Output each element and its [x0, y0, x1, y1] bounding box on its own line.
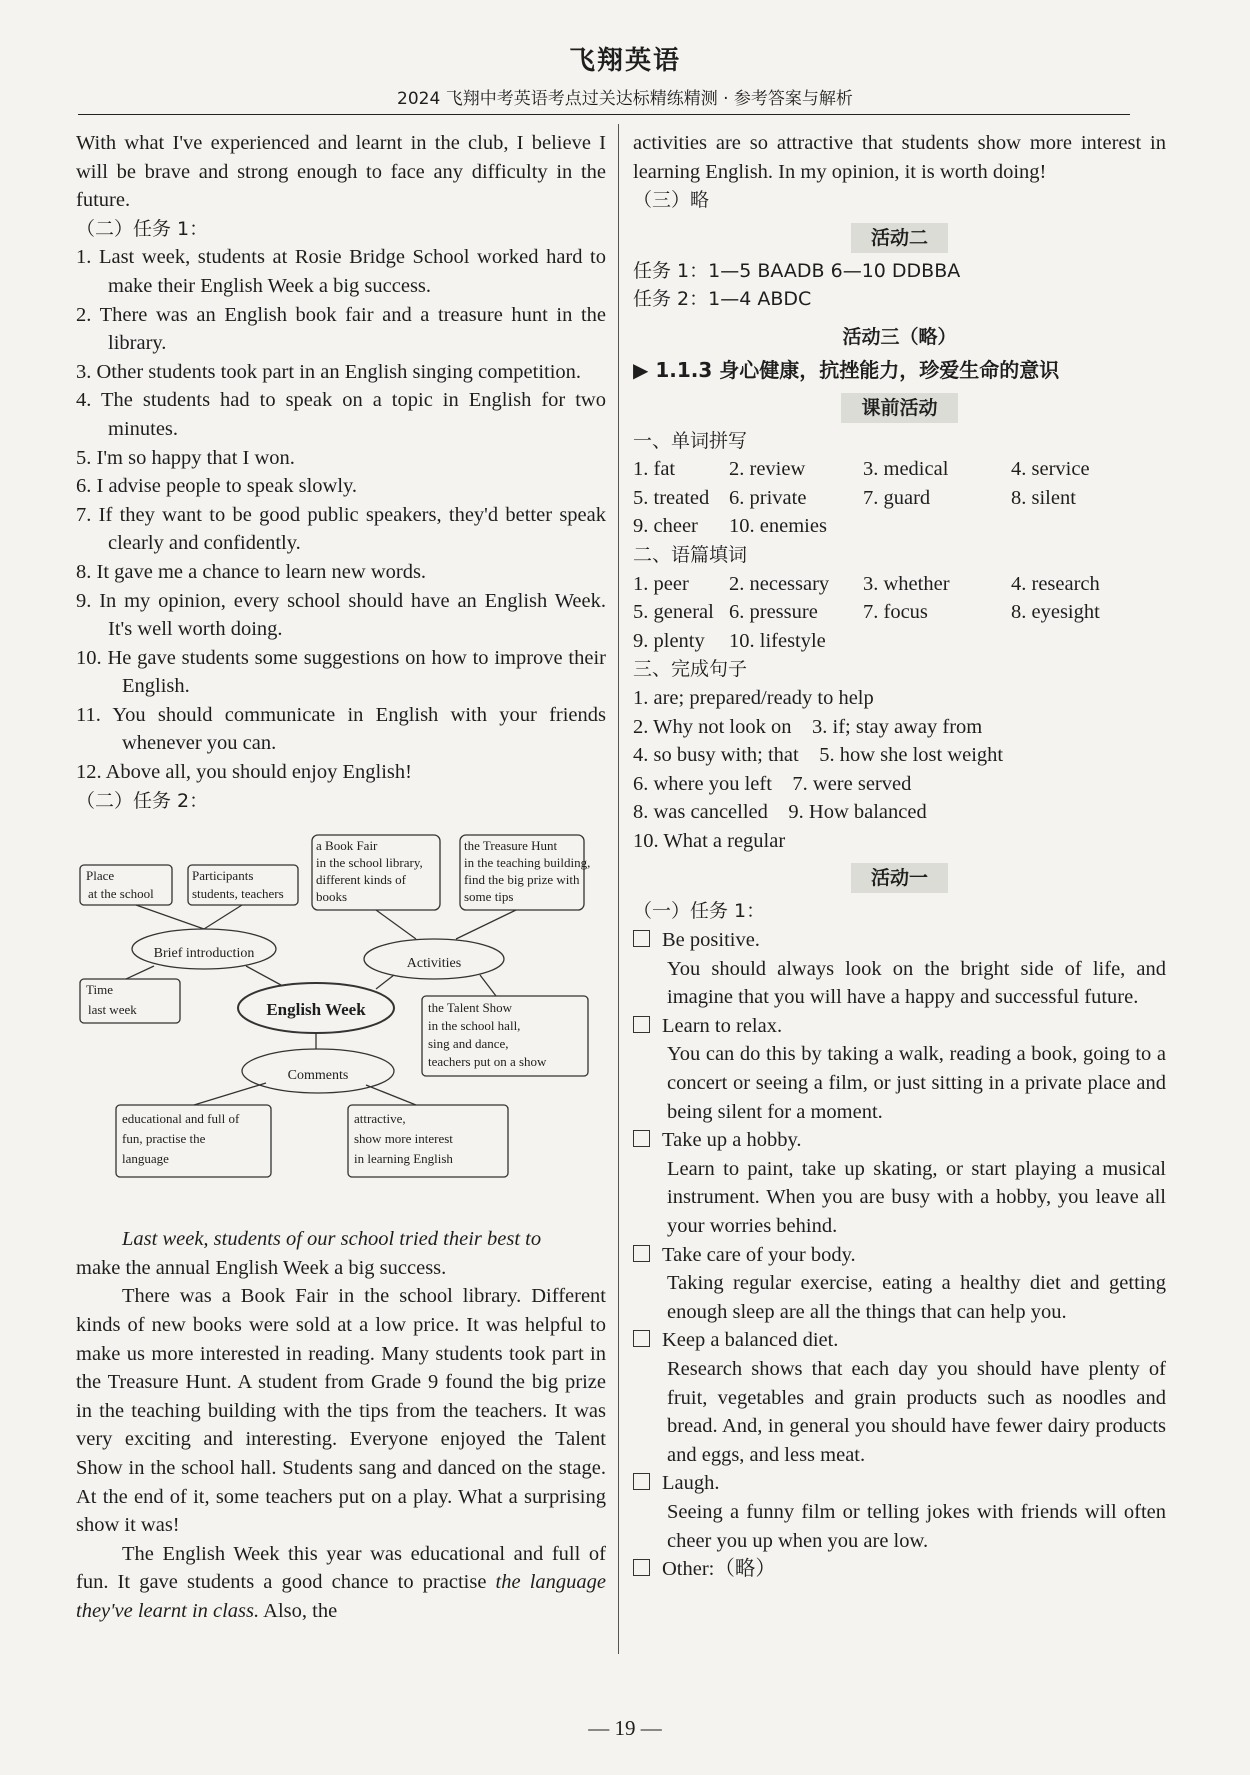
checkbox-icon	[633, 1245, 650, 1262]
book-logo: 飞翔英语	[568, 46, 681, 76]
place-value: at the school	[88, 886, 154, 902]
header-rule	[78, 114, 1130, 115]
list-item: 1. Last week, students at Rosie Bridge School worked hard to make their English Week a big success.	[76, 246, 607, 297]
center-label: English Week	[266, 1000, 366, 1020]
answer-line: 2. Why not look on 3. if; stay away from	[633, 715, 983, 738]
edu-text: fun, practise the	[122, 1131, 206, 1147]
answer-row: 9. cheer 10. enemies	[633, 515, 827, 538]
activity-two-task1: 任务 1：1—5 BAADB 6—10 DDBBA	[633, 259, 961, 282]
essay-paragraph-2: There was a Book Fair in the school library. Different kinds of new books were sold at a low price. It was helpful to make us more interested in reading. Many students took part in the Treasure Hunt. A student from Grade 9 found the big prize in the teaching building with the tips from the teachers. It was very exciting and interesting. Everyone enjoyed the Talent Show in the school hall. Students sang and danced on the stage. At the end of it, some teachers put on a play. What a surprising show it was!	[76, 1285, 606, 1537]
bookfair-text: books	[316, 889, 348, 905]
answer-line: 8. was cancelled 9. How balanced	[633, 801, 927, 824]
talent-text: sing and dance,	[428, 1036, 509, 1052]
part2-heading: 二、语篇填词	[633, 543, 748, 566]
hunt-text: the Treasure Hunt	[464, 838, 558, 854]
tip-item: Be positive. You should always look on the bright side of life, and imagine that you will have a happy and successful future.	[633, 926, 1166, 1012]
column-divider	[618, 124, 619, 1654]
list-item: 11. You should communicate in English with your friends whenever you can.	[76, 703, 606, 755]
participants-label: Participants	[192, 868, 254, 884]
task1-heading: （二）任务 1：	[76, 217, 209, 240]
list-item: 10. He gave students some suggestions on how to improve their English.	[76, 646, 606, 698]
attr-text: show more interest	[354, 1131, 453, 1147]
continued-paragraph: activities are so attractive that students show more interest in learning English. In my opinion, it is worth doing!	[633, 132, 1166, 183]
answer-row: 1. peer 2. necessary 3. whether 4. research	[633, 572, 1100, 595]
bookfair-text: different kinds of	[316, 872, 407, 888]
activity-two-task2: 任务 2：1—4 ABDC	[633, 288, 812, 311]
tip-item: Take care of your body. Taking regular exercise, eating a healthy diet and getting enough sleep are all the things that can help you.	[633, 1241, 1166, 1327]
attr-text: in learning English	[354, 1151, 453, 1167]
checkbox-icon	[633, 1016, 650, 1033]
hunt-text: some tips	[464, 889, 514, 905]
list-item: 12. Above all, you should enjoy English!	[76, 761, 412, 784]
talent-text: the Talent Show	[428, 1000, 513, 1016]
essay-lead: Last week, students of our school tried their best to	[122, 1228, 542, 1251]
part1-heading: 一、单词拼写	[633, 429, 748, 452]
answer-row: 1. fat 2. review 3. medical 4. service	[633, 458, 1090, 481]
tip-item: Learn to relax. You can do this by taking a walk, reading a book, going to a concert or seeing a film, or just sitting in a private place and being silent for a moment.	[633, 1012, 1166, 1126]
tip-item: Laugh. Seeing a funny film or telling jokes with friends will often cheer you up when you are low.	[633, 1469, 1166, 1555]
part1-answers	[633, 455, 1166, 541]
edu-text: language	[122, 1151, 169, 1167]
activity-two-heading: 活动二	[633, 223, 1166, 253]
talent-text: teachers put on a show	[428, 1054, 547, 1070]
section-title: ▶ 1.1.3 身心健康，抗挫能力，珍爱生命的意识	[633, 357, 1060, 382]
edu-text: educational and full of	[122, 1111, 240, 1127]
tip-item: Other:（略）	[633, 1555, 1166, 1584]
bookfair-text: in the school library,	[316, 855, 423, 871]
essay-paragraph-3: The English Week this year was educational and full of fun. It gave students a good chance to practise the language they've learnt in class. Also, the	[76, 1542, 606, 1622]
page-number: — 19 —	[588, 1716, 662, 1740]
hunt-text: find the big prize with	[464, 872, 580, 888]
answer-line: 10. What a regular	[633, 829, 786, 852]
right-column	[633, 129, 1166, 1584]
list-item: 2. There was an English book fair and a treasure hunt in the library.	[76, 303, 606, 355]
intro-paragraph: With what I've experienced and learnt in the club, I believe I will be brave and strong enough to face any difficulty in the future.	[76, 132, 606, 212]
participants-value: students, teachers	[192, 886, 284, 902]
activity-one-task1: （一）任务 1：	[633, 900, 766, 923]
tips-list	[633, 926, 1166, 1584]
part3-heading: 三、完成句子	[633, 658, 748, 681]
hunt-text: in the teaching building,	[464, 855, 591, 871]
bookfair-text: a Book Fair	[316, 838, 378, 854]
brief-label: Brief introduction	[153, 946, 255, 962]
comments-label: Comments	[287, 1068, 349, 1084]
mind-map	[76, 821, 606, 1221]
pre-class-heading: 课前活动	[633, 393, 1166, 423]
answer-row: 5. general 6. pressure 7. focus 8. eyesight	[633, 601, 1100, 624]
place-label: Place	[86, 868, 115, 884]
answer-line: 4. so busy with; that 5. how she lost weight	[633, 744, 1004, 767]
list-item: 4. The students had to speak on a topic in English for two minutes.	[76, 389, 606, 440]
header-subtitle: 2024 飞翔中考英语考点过关达标精练精测 · 参考答案与解析	[397, 89, 853, 109]
attr-text: attractive,	[354, 1111, 406, 1127]
answer-line: 6. where you left 7. were served	[633, 772, 912, 795]
part2-answers	[633, 570, 1166, 656]
task2-heading: （二）任务 2：	[76, 789, 209, 812]
time-label: Time	[86, 982, 113, 998]
talent-text: in the school hall,	[428, 1018, 521, 1034]
answer-row: 9. plenty 10. lifestyle	[633, 629, 826, 652]
list-item: 7. If they want to be good public speakers, they'd better speak clearly and confidently.	[76, 503, 606, 555]
list-item: 9. In my opinion, every school should have an English Week. It's well worth doing.	[76, 589, 606, 641]
activities-label: Activities	[406, 956, 462, 972]
time-value: last week	[88, 1002, 137, 1018]
list-item: 3. Other students took part in an English singing competition.	[76, 360, 582, 383]
activity-three-heading: 活动三（略）	[842, 325, 957, 348]
activity-one-heading: 活动一	[633, 863, 1166, 893]
answer-row: 5. treated 6. private 7. guard 8. silent	[633, 486, 1076, 509]
tip-item: Take up a hobby. Learn to paint, take up skating, or start playing a musical instrument. When you are busy with a hobby, you leave all your worries behind.	[633, 1126, 1166, 1240]
answer-line: 1. are; prepared/ready to help	[633, 686, 874, 709]
part3-answers	[633, 684, 1166, 856]
left-column	[76, 129, 606, 1626]
list-item: 5. I'm so happy that I won.	[76, 446, 295, 469]
task1-list	[76, 243, 606, 786]
checkbox-icon	[633, 930, 650, 947]
list-item: 6. I advise people to speak slowly.	[76, 475, 358, 498]
checkbox-icon	[633, 1330, 650, 1347]
tip-item: Keep a balanced diet. Research shows that each day you should have plenty of fruit, vegetables and grain products such as noodles and bread. And, in general you should have fewer dairy products and eggs, and less meat.	[633, 1326, 1166, 1469]
checkbox-icon	[633, 1130, 650, 1147]
list-item: 8. It gave me a chance to learn new words.	[76, 560, 427, 583]
checkbox-icon	[633, 1559, 650, 1576]
checkbox-icon	[633, 1473, 650, 1490]
part-three: （三）略	[633, 189, 710, 212]
essay-lead-rest: make the annual English Week a big success.	[76, 1256, 447, 1279]
